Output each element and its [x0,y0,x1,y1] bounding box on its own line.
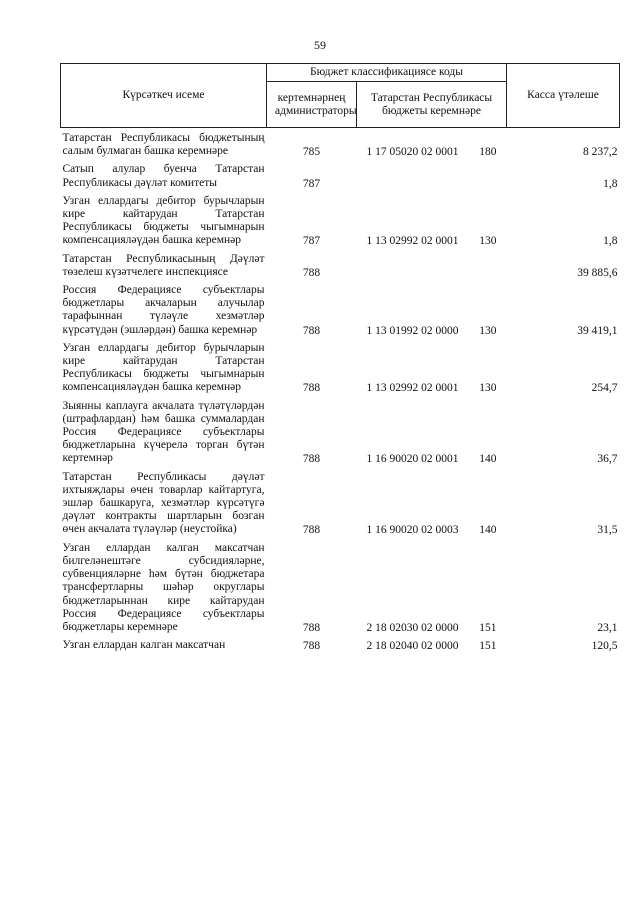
row-indicator-name: Сатып алулар буенча Татарстан Республикасы дәүләт комитеты [62,163,265,189]
row-cash-execution: 1,8 [603,177,618,190]
row-cash-execution: 1,8 [603,235,618,248]
row-indicator-name: Зыянны каплауга акчалата түләтүләрдән (штрафлардан) һәм башка суммалардан Россия Федерациясе субъектлары бюджетларына күчерелә торган бүтән кертемнәр [62,399,265,465]
row-indicator-name: Узган еллардагы дебитор бурычларын кире кайтарудан Татарстан Республикасы бюджеты чыгымнарын компенсацияләүдән башка керемнәр [62,341,265,394]
row-subcode-value: 130 [479,324,497,337]
row-budget-code-value: 2 18 02040 02 0000 [366,640,459,653]
row-indicator-name: Татарстан Республикасының Дәүләт төзелеш күзәтчелеге инспекциясе [62,252,265,278]
row-indicator-name: Татарстан Республикасы бюджетының салым булмаган башка керемнәре [62,132,265,158]
row-cash-execution: 39 885,6 [577,266,618,279]
row-budget-code-value: 1 13 02992 02 0001 [366,235,459,248]
row-indicator-name: Узган еллардан калган максатчан билгеләнештәге субсидияләрне, субвенцияләрне һәм бүтән бюджетара трансфертларны шәһәр округлары бюджетларыннан кире кайтарудан Россия Федерациясе субъектлары бюджетлары керемнәре [62,541,265,633]
row-cash-execution: 36,7 [597,453,618,466]
row-admin-code: 788 [302,524,321,537]
row-budget-code [357,338,507,396]
table-row [61,159,620,190]
row-cash-execution: 8 237,2 [583,146,618,159]
page-number: 59 [314,38,326,52]
row-subcode-value: 140 [479,453,497,466]
table-row [61,191,620,249]
table-row [61,338,620,396]
table-row [61,249,620,280]
header-admin-revenue: кертемнәрнең администраторы [267,82,357,128]
budget-table [60,63,620,653]
table-row [61,128,620,160]
row-indicator-name: Татарстан Республикасы дәүләт ихтыяҗлары өчен товарлар кайтартуга, эшләр башкаруга, хезмәтләр күрсәтүгә дәүләт контракты шартларын бозган өчен акчалата түләүләр (неустойка) [62,470,265,536]
row-subcode-value: 151 [479,640,497,653]
row-cash-execution: 31,5 [597,524,618,537]
row-cash-execution: 254,7 [591,382,618,395]
row-subcode-value: 180 [479,146,497,159]
row-budget-code [357,396,507,467]
row-budget-code [357,280,507,338]
row-budget-code-value: 1 16 90020 02 0003 [366,524,459,537]
row-budget-code [357,467,507,538]
row-budget-code [357,538,507,635]
row-indicator-name: Узган еллардагы дебитор бурычларын кире кайтарудан Татарстан Республикасы бюджеты чыгымнарын компенсацияләүдән башка керемнәр [62,194,265,247]
row-budget-code [357,191,507,249]
row-budget-code-value: 1 16 90020 02 0001 [366,453,459,466]
row-subcode-value: 151 [479,621,497,634]
row-subcode-value: 140 [479,524,497,537]
row-cash-execution: 120,5 [591,640,618,653]
row-budget-code [357,159,507,190]
row-subcode-value: 130 [479,382,497,395]
table-row [61,467,620,538]
table-row [61,396,620,467]
row-admin-code: 788 [302,382,321,395]
header-indicator-name: Күрсәткеч исеме [61,64,267,128]
row-budget-code [357,635,507,653]
row-cash-execution: 39 419,1 [577,324,618,337]
row-budget-code-value: 1 13 02992 02 0001 [366,382,459,395]
header-budget-class-codes: Бюджет классификациясе коды [267,64,507,82]
table-row [61,538,620,635]
row-indicator-name: Россия Федерациясе субъектлары бюджетлары акчаларын алучылар тарафыннан түләүле хезмәтләр күрсәтүдән (эшләрдән) башка керемнәр [62,284,265,336]
row-admin-code: 785 [302,146,321,159]
table-row [61,280,620,338]
row-admin-code: 788 [302,324,321,337]
row-admin-code: 788 [302,453,321,466]
header-cash-execution: Касса үтәлеше [507,64,620,128]
row-admin-code: 788 [302,266,321,279]
row-subcode-value: 130 [479,235,497,248]
row-indicator-name: Узган еллардан калган максатчан [62,639,226,652]
row-cash-execution: 23,1 [597,621,618,634]
row-admin-code: 788 [302,640,321,653]
row-admin-code: 788 [302,621,321,634]
table-row [61,635,620,653]
row-budget-code-value: 2 18 02030 02 0000 [366,621,459,634]
row-budget-code-value: 1 17 05020 02 0001 [366,146,459,159]
row-admin-code: 787 [302,235,321,248]
row-budget-code [357,249,507,280]
row-budget-code [357,128,507,160]
row-budget-code-value: 1 13 01992 02 0000 [366,324,459,337]
header-republic-budget-revenue: Татарстан Республикасы бюджеты керемнәре [357,82,507,128]
row-admin-code: 787 [302,177,321,190]
